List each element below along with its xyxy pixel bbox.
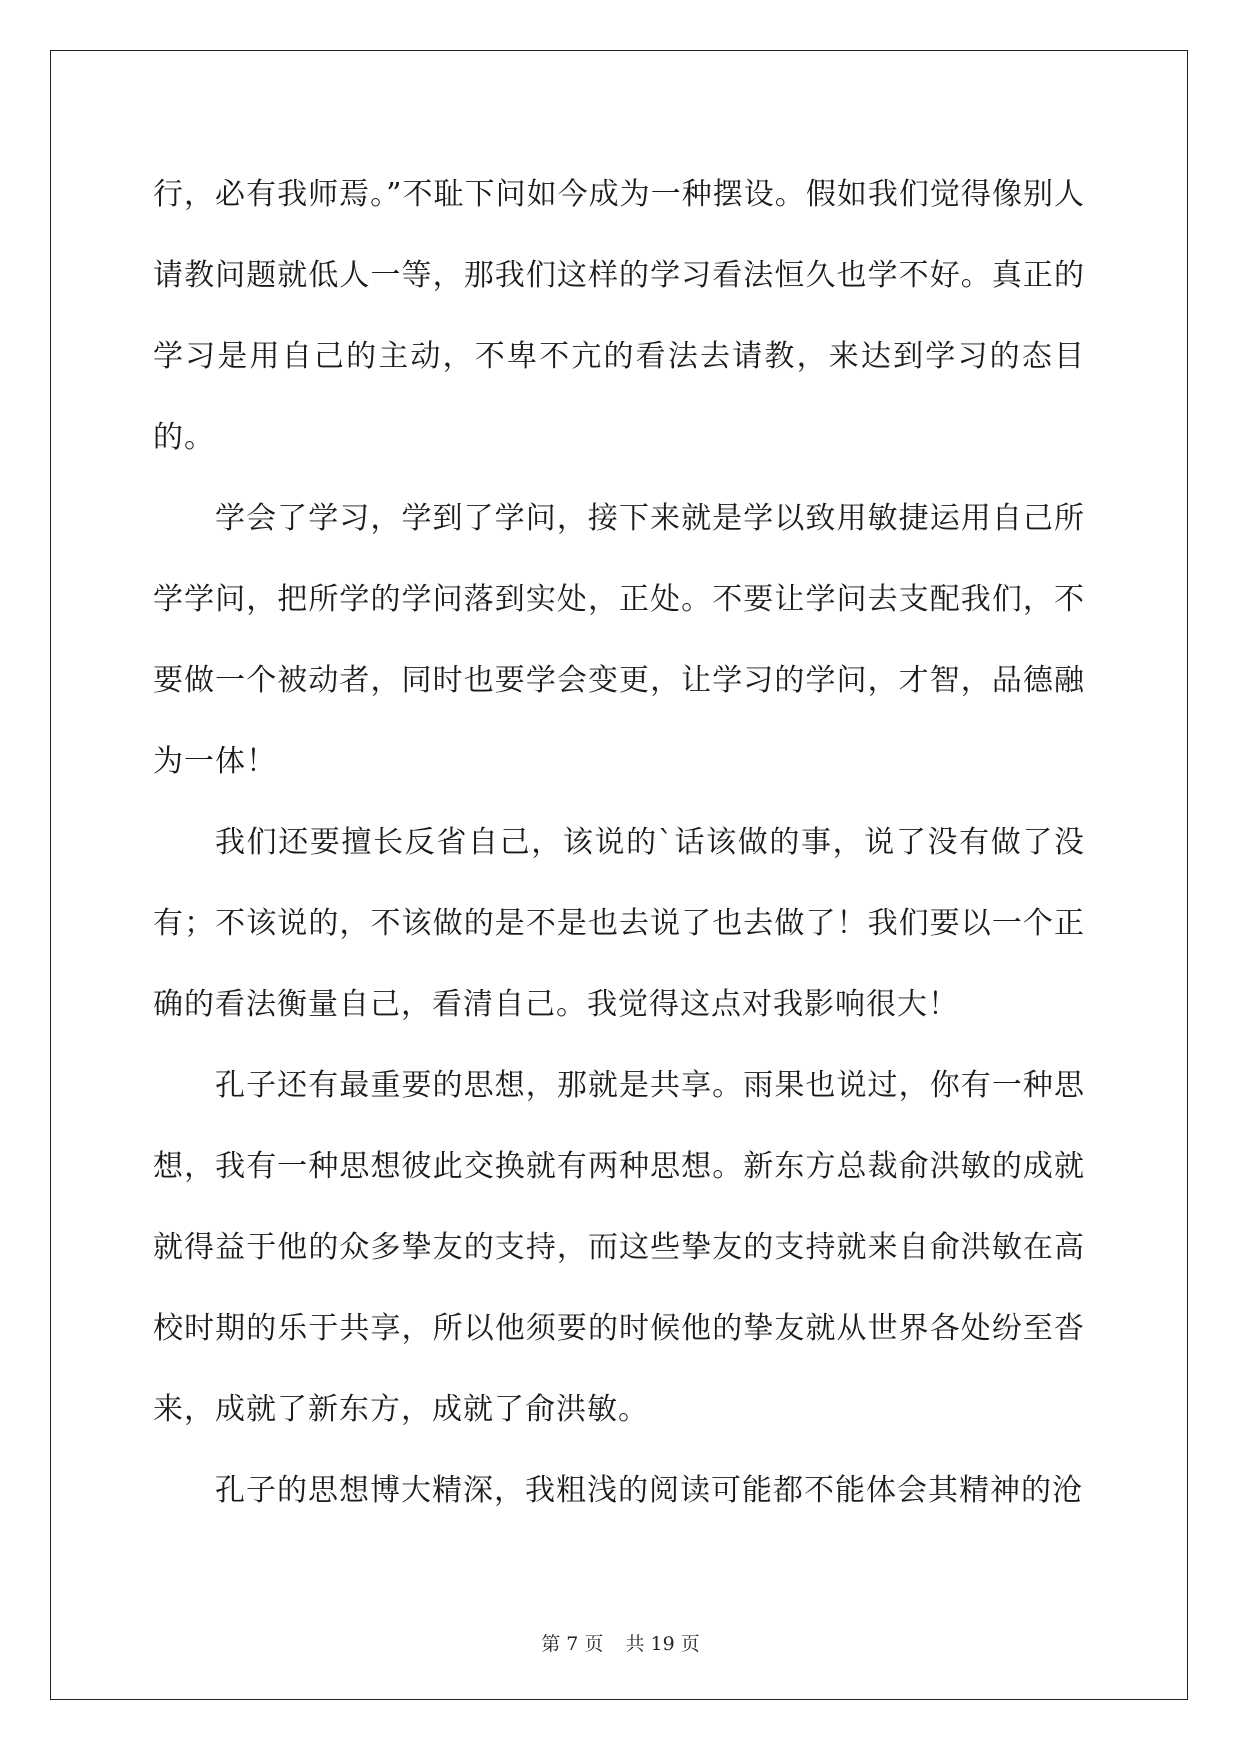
paragraph-3: 我们还要擅长反省自己，该说的`话该做的事，说了没有做了没有；不该说的，不该做的是不是也去说了也去做了！我们要以一个正确的看法衡量自己，看清自己。我觉得这点对我影响很大！: [153, 825, 1085, 1022]
paragraph-2: 学会了学习，学到了学问，接下来就是学以致用敏捷运用自己所学学问，把所学的学问落到实处，正处。不要让学问去支配我们，不要做一个被动者，同时也要学会变更，让学习的学问，才智，品德融为一体！: [153, 501, 1085, 779]
page-number: 第 7 页: [541, 1633, 604, 1655]
paragraph-5: 孔子的思想博大精深，我粗浅的阅读可能都不能体会其精神的沧: [215, 1473, 1083, 1508]
document-body: [153, 154, 1085, 1531]
page-total: 共 19 页: [625, 1633, 700, 1655]
paragraph-4: 孔子还有最重要的思想，那就是共享。雨果也说过，你有一种思想，我有一种思想彼此交换就有两种思想。新东方总裁俞洪敏的成就就得益于他的众多挚友的支持，而这些挚友的支持就来自俞洪敏在高校时期的乐于共享，所以他须要的时候他的挚友就从世界各处纷至沓来，成就了新东方，成就了俞洪敏。: [153, 1068, 1085, 1427]
page-footer: [0, 1629, 1241, 1656]
paragraph-1: 行，必有我师焉。”不耻下问如今成为一种摆设。假如我们觉得像别人请教问题就低人一等，那我们这样的学习看法恒久也学不好。真正的学习是用自己的主动，不卑不亢的看法去请教，来达到学习的态目的。: [153, 177, 1085, 455]
